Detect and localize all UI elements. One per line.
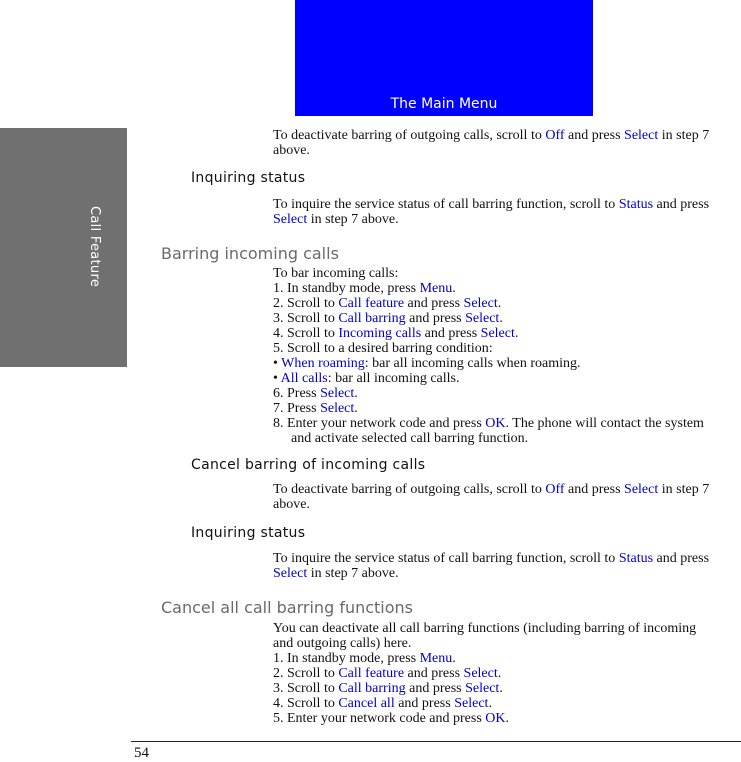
chapter-side-tab-label: Call Feature — [87, 206, 102, 288]
keyword-select: Select — [624, 482, 659, 497]
keyword-status: Status — [618, 197, 654, 212]
keyword-select: Select — [273, 566, 308, 581]
keyword-cancel-all: Cancel all — [338, 696, 395, 711]
keyword-all-calls: All calls — [280, 371, 328, 386]
paragraph-deactivate-outgoing: To deactivate barring of outgoing calls, scroll to Off and press Select in step 7 above. — [273, 128, 710, 158]
list-cancel-all-steps: You can deactivate all call barring functions (including barring of incoming and outgoing calls) here. 1. In standby mode, press Menu. 2. Scroll to Call feature and press Select. 3. Scroll to Call barring and press Select. 4. Scroll to Cancel all and press Select. 5. Enter your network code and press OK. — [273, 621, 697, 726]
keyword-menu: Menu — [419, 651, 453, 666]
keyword-call-feature: Call feature — [338, 296, 405, 311]
keyword-when-roaming: When roaming — [281, 356, 365, 371]
keyword-select: Select — [454, 696, 489, 711]
keyword-select: Select — [624, 128, 659, 143]
paragraph-deactivate-outgoing-2: To deactivate barring of outgoing calls, scroll to Off and press Select in step 7 above. — [273, 482, 710, 512]
keyword-call-feature: Call feature — [338, 666, 405, 681]
keyword-select: Select — [320, 386, 355, 401]
subheading-cancel-barring-incoming: Cancel barring of incoming calls — [191, 457, 426, 473]
keyword-incoming-calls: Incoming calls — [338, 326, 422, 341]
subheading-inquiring-status: Inquiring status — [191, 170, 306, 186]
keyword-status: Status — [618, 551, 654, 566]
keyword-ok: OK — [485, 416, 506, 431]
keyword-ok: OK — [485, 711, 506, 726]
keyword-call-barring: Call barring — [338, 681, 406, 696]
paragraph-inquire-status: To inquire the service status of call barring function, scroll to Status and press Select in step 7 above. — [273, 197, 710, 227]
keyword-select: Select — [465, 311, 500, 326]
paragraph-inquire-status-2: To inquire the service status of call barring function, scroll to Status and press Select in step 7 above. — [273, 551, 710, 581]
chapter-side-tab — [0, 128, 127, 367]
keyword-off: Off — [545, 482, 565, 497]
list-barring-incoming-steps: To bar incoming calls: 1. In standby mode, press Menu. 2. Scroll to Call feature and press Select. 3. Scroll to Call barring and press Select. 4. Scroll to Incoming calls and press Select. 5. Scroll to a desired barring condition: • When roaming: bar all incoming calls when roaming. • All calls: bar all incoming calls. 6. Press Select. 7. Press Select. 8. Enter your network code and press OK. The phone will contact the system and activate selected call barring function. — [273, 266, 704, 446]
keyword-select: Select — [463, 666, 498, 681]
keyword-menu: Menu — [419, 281, 453, 296]
heading-barring-incoming-calls: Barring incoming calls — [161, 244, 339, 263]
subheading-inquiring-status-2: Inquiring status — [191, 525, 306, 541]
heading-cancel-all-call-barring: Cancel all call barring functions — [161, 598, 414, 617]
keyword-select: Select — [463, 296, 498, 311]
keyword-select: Select — [273, 212, 308, 227]
header-title: The Main Menu — [390, 96, 498, 112]
keyword-select: Select — [465, 681, 500, 696]
keyword-call-barring: Call barring — [338, 311, 406, 326]
keyword-select: Select — [320, 401, 355, 416]
keyword-select: Select — [480, 326, 515, 341]
header-banner — [295, 0, 593, 116]
keyword-off: Off — [545, 128, 565, 143]
page-number: 54 — [134, 745, 149, 761]
footer-rule — [131, 741, 741, 742]
